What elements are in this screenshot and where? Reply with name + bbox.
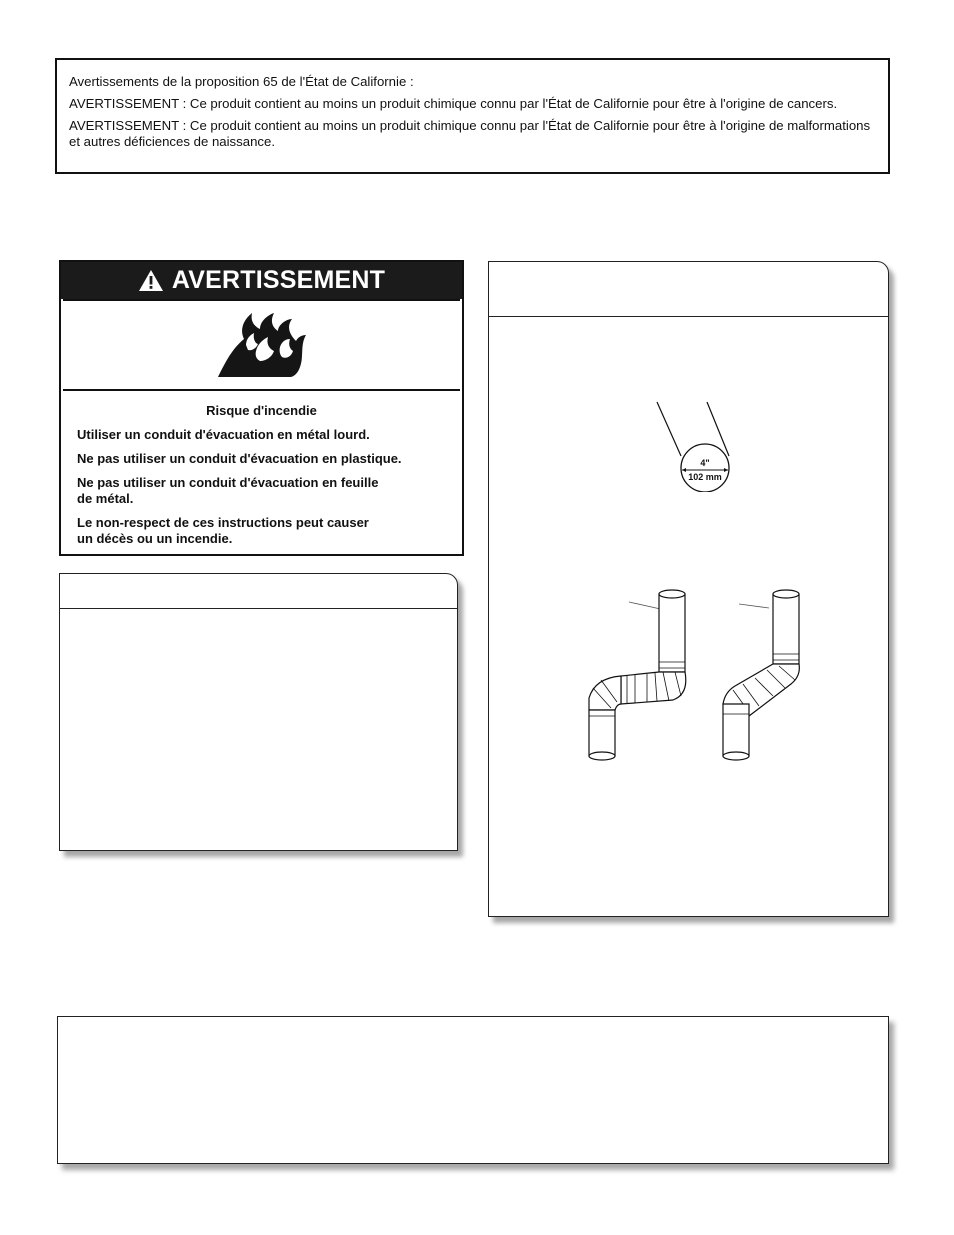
warning-line: Ne pas utiliser un conduit d'évacuation en plastique. — [77, 451, 402, 466]
warning-line: Le non-respect de ces instructions peut causer un décès ou un incendie. — [77, 515, 369, 546]
prop65-warning-birth-defects: AVERTISSEMENT : Ce produit contient au moins un produit chimique connu par l'État de Californie pour être à l'origine de malformations et autres déficiences de naissance. — [69, 118, 871, 149]
bottom-info-panel — [57, 1016, 889, 1164]
right-duct-panel — [488, 261, 889, 917]
duct-dimension-inches: 4" — [700, 458, 710, 468]
warning-title: AVERTISSEMENT — [171, 266, 386, 294]
fire-warning-box — [59, 260, 464, 556]
duct-diameter-figure — [649, 398, 739, 492]
duct-offset-angled-figure — [715, 580, 825, 762]
fire-icon — [216, 311, 308, 379]
warning-line: Ne pas utiliser un conduit d'évacuation en feuille de métal. — [77, 475, 379, 506]
fire-icon-area — [63, 299, 460, 391]
warning-line: Utiliser un conduit d'évacuation en métal lourd. — [77, 427, 370, 442]
prop65-warning-cancer: AVERTISSEMENT : Ce produit contient au moins un produit chimique connu par l'État de Californie pour être à l'origine de cancers. — [69, 96, 838, 111]
panel-header-rule — [60, 608, 457, 609]
panel-header-rule — [489, 316, 888, 317]
duct-offset-elbows-figure — [581, 580, 701, 762]
warning-triangle-icon — [138, 269, 164, 292]
prop65-heading: Avertissements de la proposition 65 de l'État de Californie : — [69, 74, 414, 89]
warning-body — [61, 391, 462, 547]
risk-title: Risque d'incendie — [206, 403, 317, 418]
left-info-panel — [59, 573, 458, 851]
warning-header — [61, 262, 462, 299]
duct-dimension-mm: 102 mm — [688, 472, 722, 482]
prop65-notice — [55, 58, 890, 174]
